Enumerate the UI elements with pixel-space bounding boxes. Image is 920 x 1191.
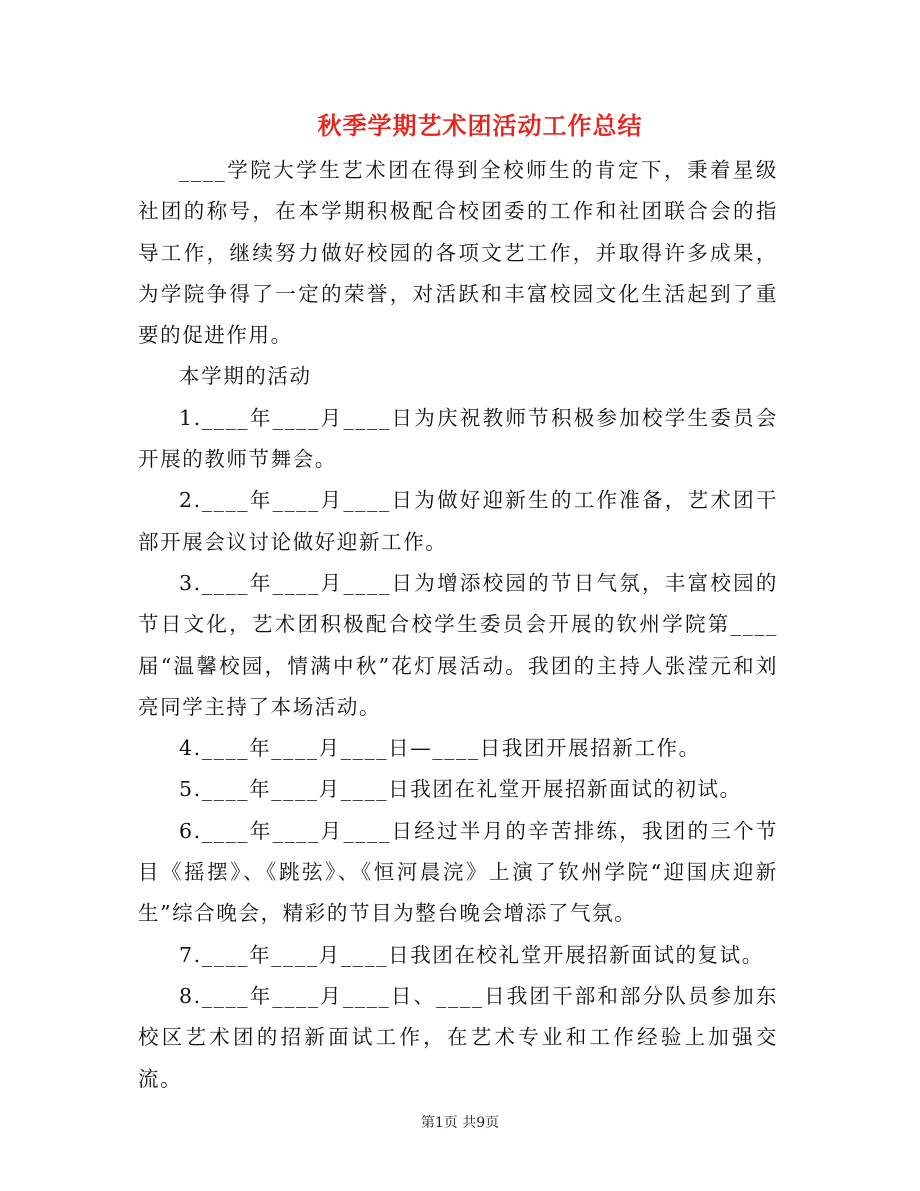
paragraph-activity-2: 2.____年____月____日为做好迎新生的工作准备，艺术团干部开展会议讨论做好迎新工作。 <box>138 488 778 554</box>
paragraph-activity-3: 3.____年____月____日为增添校园的节日气氛，丰富校园的节日文化，艺术团积极配合校学生委员会开展的钦州学院第____届“温馨校园，情满中秋”花灯展活动。我团的主持人张滢元和刘亮同学主持了本场活动。 <box>138 570 778 719</box>
paragraph-activity-8: 8.____年____月____日、____日我团干部和部分队员参加东校区艺术团的招新面试工作，在艺术专业和工作经验上加强交流。 <box>138 983 778 1091</box>
paragraph-activity-7: 7.____年____月____日我团在校礼堂开展招新面试的复试。 <box>179 942 764 967</box>
paragraph-activity-4: 4.____年____月____日—____日我团开展招新工作。 <box>179 736 701 761</box>
page-number-footer: 第1页 共9页 <box>420 1115 500 1131</box>
document-title: 秋季学期艺术团活动工作总结 <box>317 111 643 140</box>
paragraph-activity-5: 5.____年____月____日我团在礼堂开展招新面试的初试。 <box>179 777 742 802</box>
paragraph-activities-heading: 本学期的活动 <box>179 364 312 389</box>
paragraph-activity-6: 6.____年____月____日经过半月的辛苦排练，我团的三个节目《摇摆》、《跳弦》、《恒河晨浣》上演了钦州学院“迎国庆迎新生”综合晚会，精彩的节目为整台晚会增添了气氛。 <box>138 818 778 926</box>
paragraph-activity-1: 1.____年____月____日为庆祝教师节积极参加校学生委员会开展的教师节舞会。 <box>138 405 778 472</box>
paragraph-intro: ____学院大学生艺术团在得到全校师生的肯定下，秉着星级社团的称号，在本学期积极配合校团委的工作和社团联合会的指导工作，继续努力做好校园的各项文艺工作，并取得许多成果，为学院争得了一定的荣誉，对活跃和丰富校园文化生活起到了重要的促进作用。 <box>138 158 778 348</box>
document-body <box>138 150 778 1100</box>
